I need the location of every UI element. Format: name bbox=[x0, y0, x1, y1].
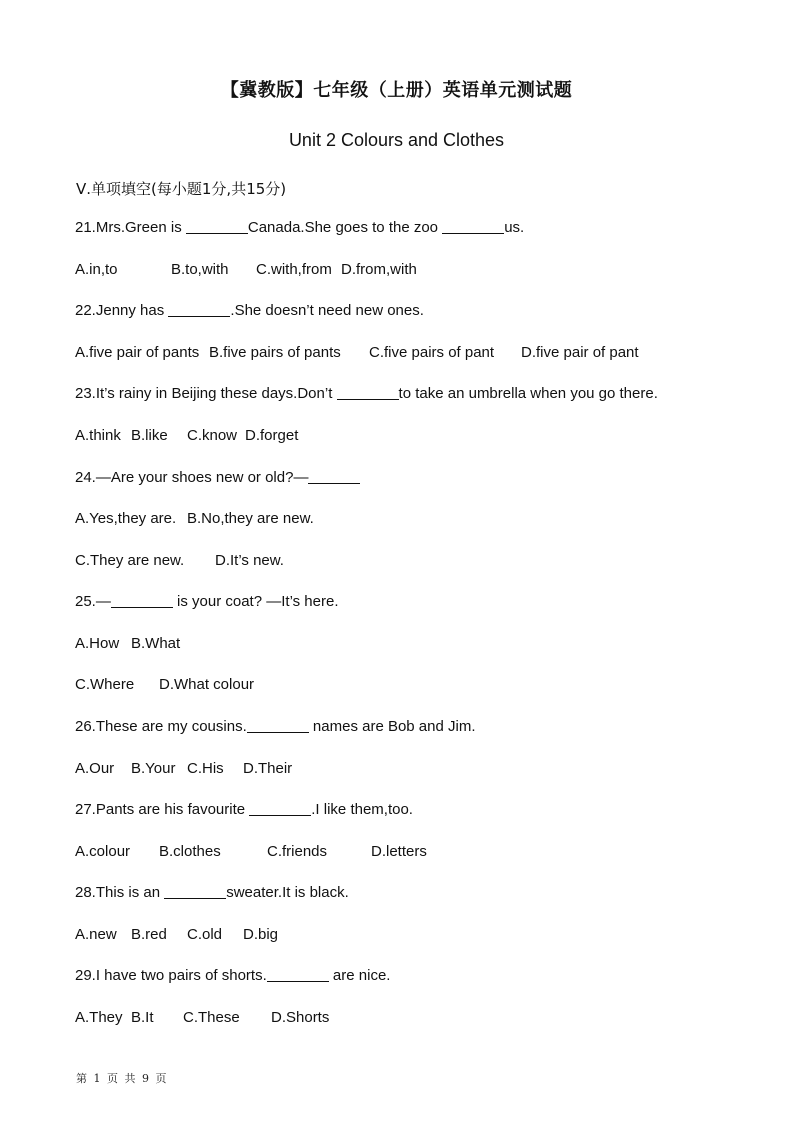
question-text: 28.This is an bbox=[75, 884, 165, 901]
option-a: A.new bbox=[75, 926, 117, 943]
options-25-line2 bbox=[75, 676, 254, 693]
question-23 bbox=[75, 385, 658, 402]
option-d: D.from,with bbox=[341, 261, 417, 278]
options-21 bbox=[75, 261, 417, 278]
option-b: B.Your bbox=[131, 760, 176, 777]
options-27 bbox=[75, 843, 427, 860]
option-d: D.What colour bbox=[159, 676, 255, 693]
options-26 bbox=[75, 760, 292, 777]
option-d: D.It’s new. bbox=[215, 552, 284, 569]
question-text: 24.—Are your shoes new or old?— bbox=[75, 469, 309, 486]
question-text: 23.It’s rainy in Beijing these days.Don’t bbox=[75, 385, 337, 402]
question-25 bbox=[75, 593, 339, 610]
option-c: C.friends bbox=[267, 843, 328, 860]
answer-blank bbox=[186, 219, 248, 234]
answer-blank bbox=[267, 967, 329, 982]
option-a: A.in,to bbox=[75, 261, 118, 278]
option-c: C.These bbox=[183, 1009, 240, 1026]
option-a: A.five pair of pants bbox=[75, 344, 200, 361]
option-a: A.They bbox=[75, 1009, 123, 1026]
question-text: 21.Mrs.Green is bbox=[75, 219, 186, 236]
question-text: Canada.She goes to the zoo bbox=[247, 219, 443, 236]
option-d: D.Their bbox=[243, 760, 293, 777]
question-text: 26.These are my cousins. bbox=[75, 718, 247, 735]
option-b: B.clothes bbox=[159, 843, 221, 860]
options-25-line1 bbox=[75, 635, 180, 652]
option-b: B.What bbox=[131, 635, 181, 652]
option-b: B.like bbox=[131, 427, 168, 444]
answer-blank bbox=[168, 302, 230, 317]
question-27 bbox=[75, 801, 413, 818]
option-b: B.No,they are new. bbox=[187, 510, 314, 527]
option-c: C.with,from bbox=[256, 261, 332, 278]
option-b: B.to,with bbox=[171, 261, 229, 278]
question-text: .I like them,too. bbox=[311, 801, 413, 818]
options-24-line2 bbox=[75, 552, 284, 569]
question-29 bbox=[75, 967, 390, 984]
document-title: 【冀教版】七年级（上册）英语单元测试题 bbox=[220, 80, 573, 101]
answer-blank bbox=[308, 469, 360, 484]
section-heading: Ⅴ.单项填空(每小题1分,共15分) bbox=[76, 180, 287, 198]
option-b: B.five pairs of pants bbox=[209, 344, 341, 361]
answer-blank bbox=[164, 884, 226, 899]
option-d: D.big bbox=[243, 926, 279, 943]
question-text: us. bbox=[504, 219, 525, 236]
option-a: A.Our bbox=[75, 760, 115, 777]
answer-blank bbox=[249, 801, 311, 816]
question-text: sweater.It is black. bbox=[226, 884, 349, 901]
question-text: to take an umbrella when you go there. bbox=[398, 385, 658, 402]
question-text: names are Bob and Jim. bbox=[308, 718, 476, 735]
option-d: D.forget bbox=[245, 427, 299, 444]
question-text: 25.— bbox=[75, 593, 111, 610]
options-24-line1 bbox=[75, 510, 314, 527]
option-c: C.know bbox=[187, 427, 238, 444]
options-29 bbox=[75, 1009, 329, 1026]
option-b: B.red bbox=[131, 926, 167, 943]
option-c: C.old bbox=[187, 926, 223, 943]
option-d: D.five pair of pant bbox=[521, 344, 639, 361]
question-26 bbox=[75, 718, 476, 735]
option-c: C.five pairs of pant bbox=[369, 344, 495, 361]
question-24 bbox=[75, 469, 360, 486]
answer-blank bbox=[442, 219, 504, 234]
answer-blank bbox=[337, 385, 399, 400]
options-23 bbox=[75, 427, 298, 444]
option-c: C.Where bbox=[75, 676, 135, 693]
question-text: 29.I have two pairs of shorts. bbox=[75, 967, 267, 984]
option-c: C.His bbox=[187, 760, 224, 777]
option-b: B.It bbox=[131, 1009, 154, 1026]
answer-blank bbox=[247, 718, 309, 733]
option-a: A.Yes,they are. bbox=[75, 510, 177, 527]
option-a: A.colour bbox=[75, 843, 131, 860]
unit-subtitle: Unit 2 Colours and Clothes bbox=[288, 130, 505, 150]
page-number: 第 1 页 共 9 页 bbox=[76, 1072, 167, 1085]
options-28 bbox=[75, 926, 278, 943]
option-a: A.How bbox=[75, 635, 120, 652]
question-text: .She doesn’t need new ones. bbox=[230, 302, 424, 319]
question-text: 27.Pants are his favourite bbox=[75, 801, 250, 818]
question-21 bbox=[75, 219, 524, 236]
options-22 bbox=[75, 344, 639, 361]
question-22 bbox=[75, 302, 424, 319]
option-d: D.Shorts bbox=[271, 1009, 330, 1026]
answer-blank bbox=[111, 593, 173, 608]
question-text: is your coat? —It’s here. bbox=[172, 593, 339, 610]
question-28 bbox=[75, 884, 349, 901]
option-c: C.They are new. bbox=[75, 552, 185, 569]
option-a: A.think bbox=[75, 427, 121, 444]
question-text: are nice. bbox=[328, 967, 391, 984]
question-text: 22.Jenny has bbox=[75, 302, 169, 319]
option-d: D.letters bbox=[371, 843, 427, 860]
